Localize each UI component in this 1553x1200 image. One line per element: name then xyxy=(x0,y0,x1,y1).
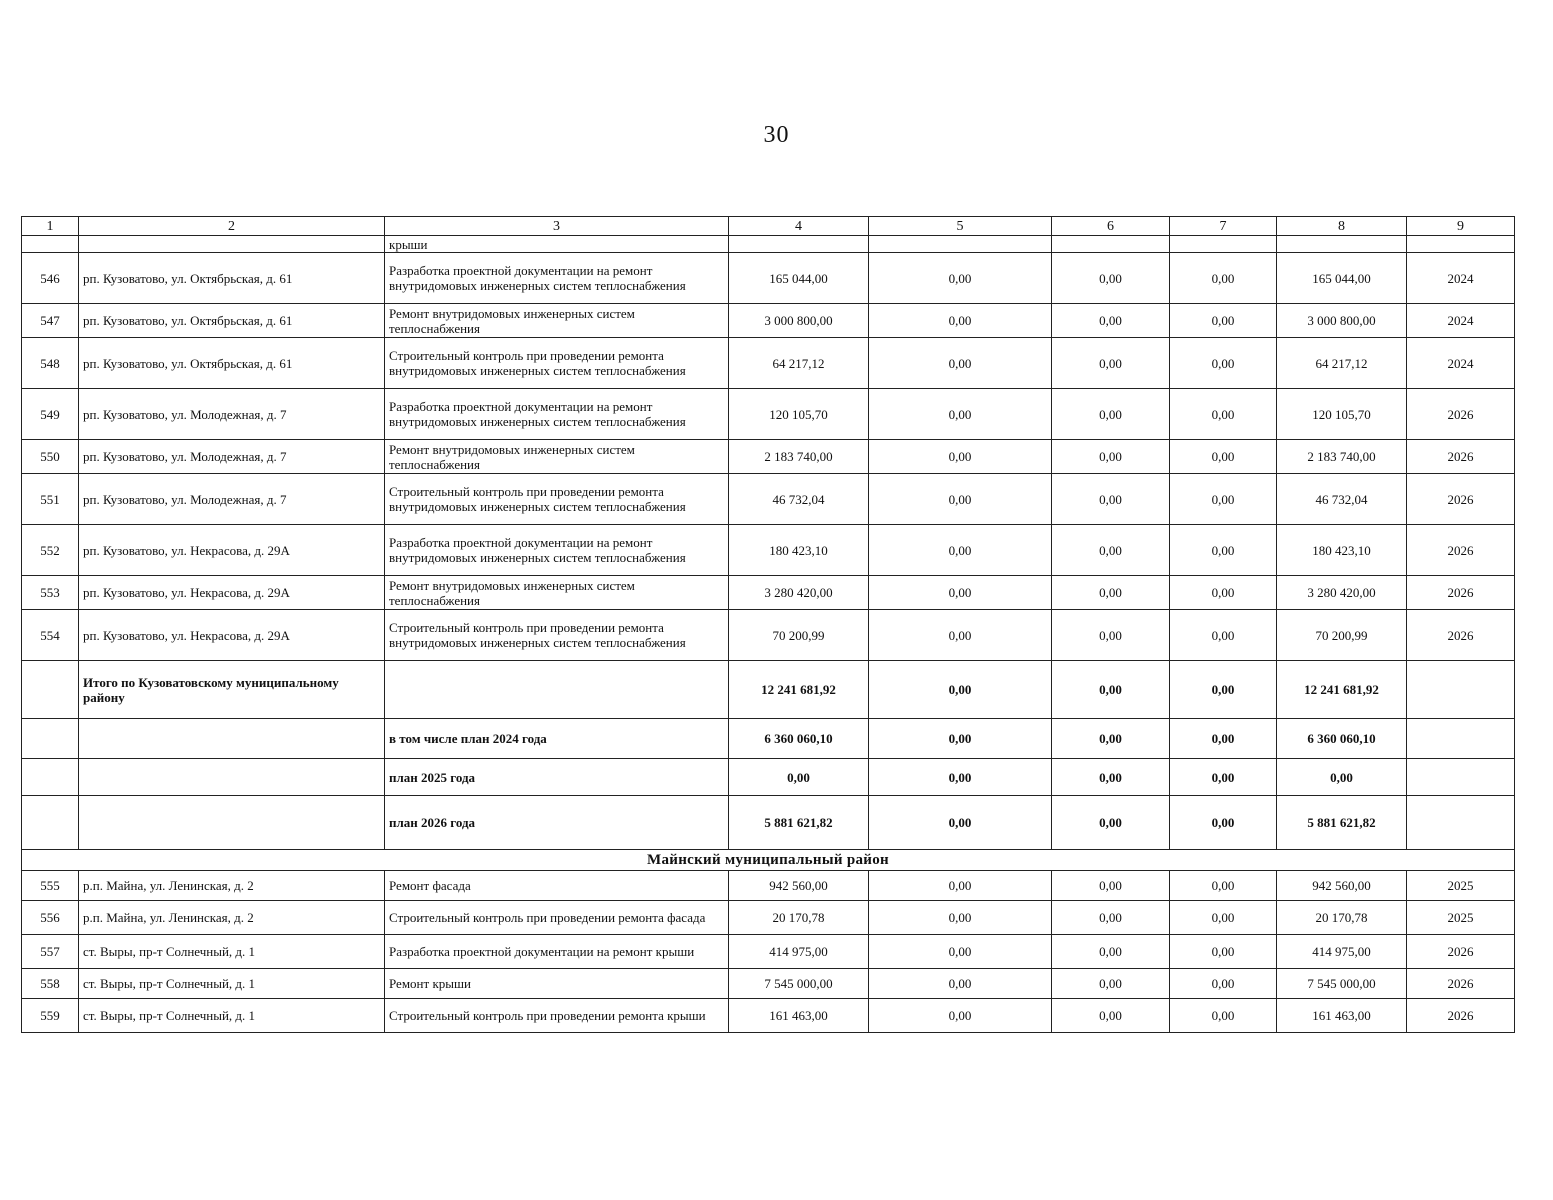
works-table xyxy=(21,216,1515,1033)
year-cell: 2026 xyxy=(1407,440,1515,474)
empty-cell xyxy=(1407,236,1515,253)
amount-cell: 0,00 xyxy=(869,969,1052,999)
address-cell: рп. Кузоватово, ул. Октябрьская, д. 61 xyxy=(79,304,385,338)
amount-cell: 0,00 xyxy=(869,999,1052,1033)
amount-cell: 20 170,78 xyxy=(729,901,869,935)
work-cell: Разработка проектной документации на ремонт внутридомовых инженерных систем теплоснабжения xyxy=(385,253,729,304)
amount-cell: 0,00 xyxy=(1170,253,1277,304)
amount-cell: 7 545 000,00 xyxy=(729,969,869,999)
summary-amount-cell: 0,00 xyxy=(1277,759,1407,796)
amount-cell: 20 170,78 xyxy=(1277,901,1407,935)
amount-cell: 0,00 xyxy=(1052,440,1170,474)
table-row xyxy=(22,253,1515,304)
work-cell: Строительный контроль при проведении ремонта крыши xyxy=(385,999,729,1033)
amount-cell: 165 044,00 xyxy=(1277,253,1407,304)
amount-cell: 0,00 xyxy=(1052,871,1170,901)
amount-cell: 0,00 xyxy=(1170,576,1277,610)
amount-cell: 0,00 xyxy=(869,901,1052,935)
empty-cell xyxy=(22,719,79,759)
column-header: 7 xyxy=(1170,217,1277,236)
column-header: 5 xyxy=(869,217,1052,236)
year-cell: 2026 xyxy=(1407,389,1515,440)
empty-cell xyxy=(1052,236,1170,253)
amount-cell: 0,00 xyxy=(1052,999,1170,1033)
work-cell: Строительный контроль при проведении ремонта фасада xyxy=(385,901,729,935)
amount-cell: 0,00 xyxy=(1052,253,1170,304)
summary-amount-cell: 0,00 xyxy=(869,759,1052,796)
amount-cell: 0,00 xyxy=(1170,525,1277,576)
row-number-cell: 558 xyxy=(22,969,79,999)
address-cell: ст. Выры, пр-т Солнечный, д. 1 xyxy=(79,969,385,999)
amount-cell: 120 105,70 xyxy=(729,389,869,440)
amount-cell: 7 545 000,00 xyxy=(1277,969,1407,999)
amount-cell: 2 183 740,00 xyxy=(1277,440,1407,474)
empty-cell xyxy=(385,661,729,719)
summary-amount-cell: 0,00 xyxy=(1170,719,1277,759)
summary-amount-cell: 0,00 xyxy=(869,661,1052,719)
amount-cell: 64 217,12 xyxy=(729,338,869,389)
empty-cell xyxy=(1407,759,1515,796)
amount-cell: 70 200,99 xyxy=(1277,610,1407,661)
address-cell: ст. Выры, пр-т Солнечный, д. 1 xyxy=(79,999,385,1033)
table-row xyxy=(22,935,1515,969)
year-cell: 2026 xyxy=(1407,969,1515,999)
empty-cell xyxy=(22,759,79,796)
empty-cell xyxy=(22,796,79,850)
address-cell: рп. Кузоватово, ул. Октябрьская, д. 61 xyxy=(79,338,385,389)
empty-cell xyxy=(1407,796,1515,850)
amount-cell: 0,00 xyxy=(1170,935,1277,969)
amount-cell: 0,00 xyxy=(1052,935,1170,969)
column-header: 6 xyxy=(1052,217,1170,236)
amount-cell: 0,00 xyxy=(869,474,1052,525)
table-row xyxy=(22,871,1515,901)
amount-cell: 942 560,00 xyxy=(1277,871,1407,901)
row-number-cell: 547 xyxy=(22,304,79,338)
empty-cell xyxy=(1407,719,1515,759)
work-cell: Строительный контроль при проведении ремонта внутридомовых инженерных систем теплоснабжения xyxy=(385,474,729,525)
work-cell: Строительный контроль при проведении ремонта внутридомовых инженерных систем теплоснабжения xyxy=(385,610,729,661)
amount-cell: 0,00 xyxy=(869,576,1052,610)
section-title: Майнский муниципальный район xyxy=(22,850,1515,871)
amount-cell: 3 280 420,00 xyxy=(729,576,869,610)
amount-cell: 0,00 xyxy=(1170,871,1277,901)
summary-label: план 2025 года xyxy=(385,759,729,796)
summary-label: план 2026 года xyxy=(385,796,729,850)
table-row xyxy=(22,338,1515,389)
summary-row xyxy=(22,796,1515,850)
amount-cell: 3 000 800,00 xyxy=(1277,304,1407,338)
column-header: 2 xyxy=(79,217,385,236)
amount-cell: 0,00 xyxy=(1052,338,1170,389)
work-cell: Разработка проектной документации на ремонт внутридомовых инженерных систем теплоснабжения xyxy=(385,525,729,576)
column-header: 8 xyxy=(1277,217,1407,236)
amount-cell: 165 044,00 xyxy=(729,253,869,304)
year-cell: 2026 xyxy=(1407,474,1515,525)
summary-amount-cell: 0,00 xyxy=(869,719,1052,759)
amount-cell: 2 183 740,00 xyxy=(729,440,869,474)
table-row xyxy=(22,389,1515,440)
column-header-row xyxy=(22,217,1515,236)
amount-cell: 64 217,12 xyxy=(1277,338,1407,389)
amount-cell: 180 423,10 xyxy=(1277,525,1407,576)
amount-cell: 0,00 xyxy=(869,440,1052,474)
amount-cell: 0,00 xyxy=(1170,304,1277,338)
amount-cell: 0,00 xyxy=(869,304,1052,338)
amount-cell: 0,00 xyxy=(1170,969,1277,999)
amount-cell: 161 463,00 xyxy=(1277,999,1407,1033)
row-number-cell: 557 xyxy=(22,935,79,969)
work-cell: Ремонт крыши xyxy=(385,969,729,999)
year-cell: 2024 xyxy=(1407,253,1515,304)
year-cell: 2024 xyxy=(1407,304,1515,338)
summary-amount-cell: 12 241 681,92 xyxy=(1277,661,1407,719)
empty-cell xyxy=(1407,661,1515,719)
amount-cell: 0,00 xyxy=(1052,389,1170,440)
amount-cell: 0,00 xyxy=(1170,901,1277,935)
amount-cell: 0,00 xyxy=(869,253,1052,304)
summary-label: в том числе план 2024 года xyxy=(385,719,729,759)
amount-cell: 0,00 xyxy=(869,338,1052,389)
amount-cell: 0,00 xyxy=(1052,525,1170,576)
empty-cell xyxy=(1170,236,1277,253)
work-cell: крыши xyxy=(385,236,729,253)
amount-cell: 0,00 xyxy=(1052,610,1170,661)
summary-amount-cell: 0,00 xyxy=(869,796,1052,850)
address-cell: рп. Кузоватово, ул. Некрасова, д. 29А xyxy=(79,610,385,661)
table-row xyxy=(22,901,1515,935)
amount-cell: 0,00 xyxy=(1170,338,1277,389)
empty-cell xyxy=(22,236,79,253)
summary-amount-cell: 6 360 060,10 xyxy=(1277,719,1407,759)
table-row xyxy=(22,999,1515,1033)
address-cell: рп. Кузоватово, ул. Некрасова, д. 29А xyxy=(79,576,385,610)
year-cell: 2024 xyxy=(1407,338,1515,389)
address-cell: рп. Кузоватово, ул. Молодежная, д. 7 xyxy=(79,389,385,440)
amount-cell: 0,00 xyxy=(1170,389,1277,440)
page-number: 30 xyxy=(763,122,790,148)
amount-cell: 0,00 xyxy=(1170,474,1277,525)
table-row xyxy=(22,474,1515,525)
address-cell: рп. Кузоватово, ул. Молодежная, д. 7 xyxy=(79,474,385,525)
amount-cell: 180 423,10 xyxy=(729,525,869,576)
empty-cell xyxy=(79,796,385,850)
summary-amount-cell: 0,00 xyxy=(1052,796,1170,850)
summary-label: Итого по Кузоватовскому муниципальному району xyxy=(79,661,385,719)
year-cell: 2026 xyxy=(1407,935,1515,969)
year-cell: 2026 xyxy=(1407,525,1515,576)
amount-cell: 3 000 800,00 xyxy=(729,304,869,338)
address-cell: р.п. Майна, ул. Ленинская, д. 2 xyxy=(79,871,385,901)
work-cell: Разработка проектной документации на ремонт внутридомовых инженерных систем теплоснабжения xyxy=(385,389,729,440)
continuation-row xyxy=(22,236,1515,253)
address-cell: р.п. Майна, ул. Ленинская, д. 2 xyxy=(79,901,385,935)
year-cell: 2025 xyxy=(1407,871,1515,901)
empty-cell xyxy=(22,661,79,719)
table-row xyxy=(22,969,1515,999)
column-header: 3 xyxy=(385,217,729,236)
row-number-cell: 555 xyxy=(22,871,79,901)
amount-cell: 414 975,00 xyxy=(729,935,869,969)
amount-cell: 0,00 xyxy=(1052,969,1170,999)
row-number-cell: 550 xyxy=(22,440,79,474)
summary-amount-cell: 6 360 060,10 xyxy=(729,719,869,759)
amount-cell: 942 560,00 xyxy=(729,871,869,901)
amount-cell: 414 975,00 xyxy=(1277,935,1407,969)
summary-amount-cell: 0,00 xyxy=(1052,719,1170,759)
amount-cell: 0,00 xyxy=(1052,474,1170,525)
table-row xyxy=(22,610,1515,661)
summary-amount-cell: 0,00 xyxy=(1170,796,1277,850)
amount-cell: 0,00 xyxy=(1052,576,1170,610)
amount-cell: 0,00 xyxy=(869,871,1052,901)
amount-cell: 0,00 xyxy=(1170,440,1277,474)
empty-cell xyxy=(869,236,1052,253)
amount-cell: 46 732,04 xyxy=(1277,474,1407,525)
work-cell: Ремонт фасада xyxy=(385,871,729,901)
year-cell: 2026 xyxy=(1407,576,1515,610)
summary-amount-cell: 5 881 621,82 xyxy=(1277,796,1407,850)
amount-cell: 0,00 xyxy=(869,389,1052,440)
year-cell: 2026 xyxy=(1407,610,1515,661)
amount-cell: 0,00 xyxy=(1170,610,1277,661)
column-header: 1 xyxy=(22,217,79,236)
address-cell: рп. Кузоватово, ул. Октябрьская, д. 61 xyxy=(79,253,385,304)
year-cell: 2025 xyxy=(1407,901,1515,935)
empty-cell xyxy=(1277,236,1407,253)
row-number-cell: 556 xyxy=(22,901,79,935)
address-cell: ст. Выры, пр-т Солнечный, д. 1 xyxy=(79,935,385,969)
amount-cell: 46 732,04 xyxy=(729,474,869,525)
amount-cell: 0,00 xyxy=(869,610,1052,661)
empty-cell xyxy=(79,236,385,253)
work-cell: Ремонт внутридомовых инженерных систем теплоснабжения xyxy=(385,304,729,338)
row-number-cell: 559 xyxy=(22,999,79,1033)
summary-amount-cell: 0,00 xyxy=(1052,661,1170,719)
work-cell: Ремонт внутридомовых инженерных систем теплоснабжения xyxy=(385,576,729,610)
amount-cell: 3 280 420,00 xyxy=(1277,576,1407,610)
section-header-row xyxy=(22,850,1515,871)
work-cell: Строительный контроль при проведении ремонта внутридомовых инженерных систем теплоснабжения xyxy=(385,338,729,389)
summary-amount-cell: 0,00 xyxy=(1170,661,1277,719)
row-number-cell: 548 xyxy=(22,338,79,389)
address-cell: рп. Кузоватово, ул. Молодежная, д. 7 xyxy=(79,440,385,474)
table-row xyxy=(22,440,1515,474)
summary-row xyxy=(22,719,1515,759)
amount-cell: 0,00 xyxy=(869,525,1052,576)
row-number-cell: 551 xyxy=(22,474,79,525)
amount-cell: 0,00 xyxy=(1052,304,1170,338)
work-cell: Ремонт внутридомовых инженерных систем теплоснабжения xyxy=(385,440,729,474)
row-number-cell: 546 xyxy=(22,253,79,304)
summary-amount-cell: 0,00 xyxy=(1170,759,1277,796)
empty-cell xyxy=(79,719,385,759)
amount-cell: 0,00 xyxy=(1170,999,1277,1033)
column-header: 9 xyxy=(1407,217,1515,236)
year-cell: 2026 xyxy=(1407,999,1515,1033)
table-row xyxy=(22,525,1515,576)
row-number-cell: 552 xyxy=(22,525,79,576)
empty-cell xyxy=(79,759,385,796)
row-number-cell: 554 xyxy=(22,610,79,661)
table-row xyxy=(22,304,1515,338)
amount-cell: 0,00 xyxy=(869,935,1052,969)
row-number-cell: 553 xyxy=(22,576,79,610)
summary-amount-cell: 12 241 681,92 xyxy=(729,661,869,719)
table-row xyxy=(22,576,1515,610)
work-cell: Разработка проектной документации на ремонт крыши xyxy=(385,935,729,969)
summary-row xyxy=(22,759,1515,796)
summary-amount-cell: 5 881 621,82 xyxy=(729,796,869,850)
address-cell: рп. Кузоватово, ул. Некрасова, д. 29А xyxy=(79,525,385,576)
summary-amount-cell: 0,00 xyxy=(729,759,869,796)
summary-amount-cell: 0,00 xyxy=(1052,759,1170,796)
summary-row xyxy=(22,661,1515,719)
amount-cell: 161 463,00 xyxy=(729,999,869,1033)
empty-cell xyxy=(729,236,869,253)
row-number-cell: 549 xyxy=(22,389,79,440)
amount-cell: 120 105,70 xyxy=(1277,389,1407,440)
amount-cell: 70 200,99 xyxy=(729,610,869,661)
column-header: 4 xyxy=(729,217,869,236)
amount-cell: 0,00 xyxy=(1052,901,1170,935)
